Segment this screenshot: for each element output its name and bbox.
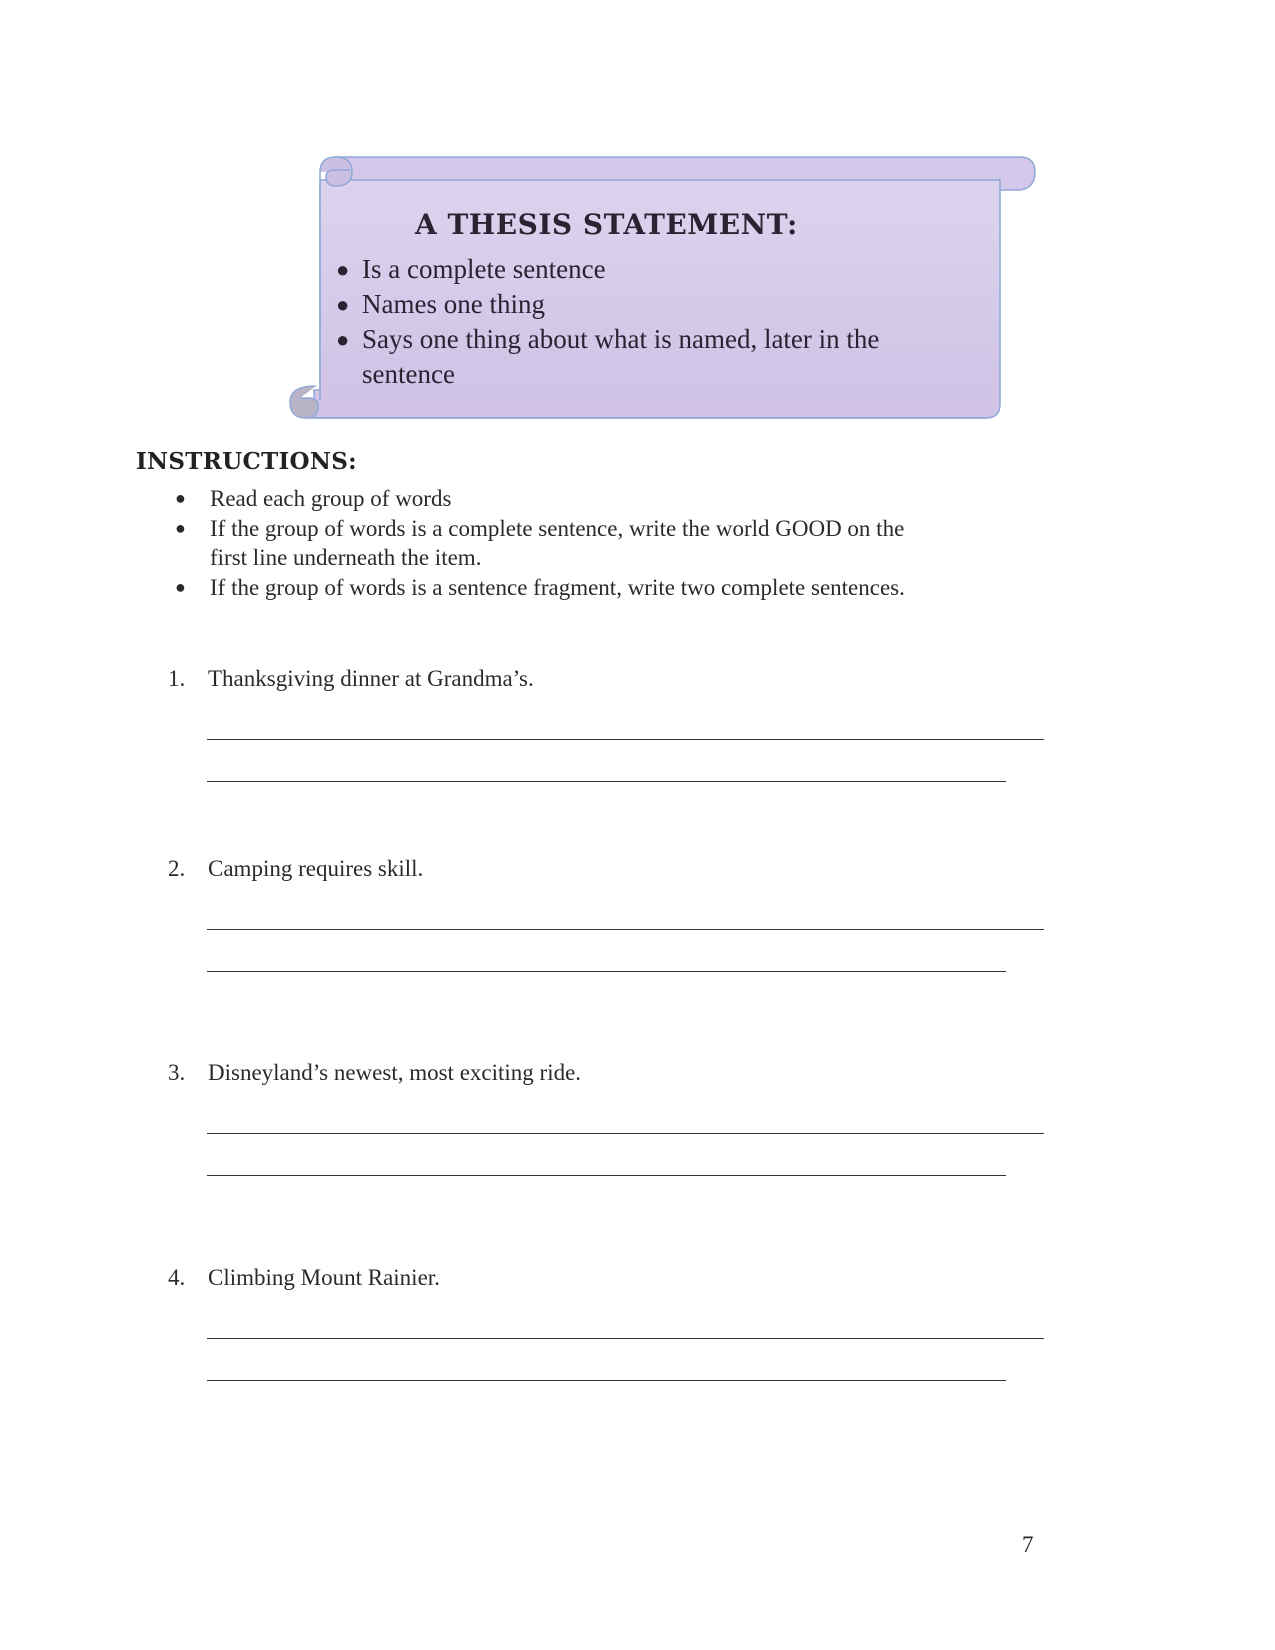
instruction-item	[170, 573, 930, 602]
thesis-bullet-text: Says one thing about what is named, later in the sentence	[362, 324, 880, 389]
thesis-box-title: A THESIS STATEMENT:	[415, 208, 798, 241]
thesis-bullet-text: Names one thing	[362, 289, 545, 319]
item-number: 3.	[168, 1060, 186, 1085]
answer-line[interactable]	[207, 929, 1044, 930]
answer-line[interactable]	[207, 739, 1044, 740]
instructions-heading: INSTRUCTIONS:	[136, 448, 357, 475]
answer-line[interactable]	[207, 781, 1006, 782]
thesis-bullet	[330, 322, 930, 392]
item-number: 2.	[168, 856, 186, 881]
answer-line[interactable]	[207, 1133, 1044, 1134]
item-prompt: Disneyland’s newest, most exciting ride.	[208, 1060, 582, 1085]
item-number: 1.	[168, 666, 186, 691]
item-prompt: Thanksgiving dinner at Grandma’s.	[208, 666, 534, 691]
instruction-item	[170, 484, 930, 513]
bullet-dot-icon: ●	[336, 292, 350, 317]
instructions-list	[170, 484, 930, 603]
bullet-dot-icon: ●	[336, 257, 350, 282]
instruction-text: Read each group of words	[210, 486, 452, 511]
instruction-text: If the group of words is a complete sentence, write the world GOOD on the first line underneath the item.	[210, 516, 905, 570]
answer-line[interactable]	[207, 1338, 1044, 1339]
bullet-dot-icon: ●	[336, 327, 350, 352]
item-number: 4.	[168, 1265, 186, 1290]
answer-line[interactable]	[207, 1380, 1006, 1381]
thesis-bullet	[330, 252, 930, 287]
answer-line[interactable]	[207, 1175, 1006, 1176]
bullet-dot-icon: ●	[175, 488, 186, 508]
item-prompt: Climbing Mount Rainier.	[208, 1265, 440, 1290]
instruction-text: If the group of words is a sentence fragment, write two complete sentences.	[210, 575, 905, 600]
bullet-dot-icon: ●	[175, 577, 186, 597]
thesis-bullet-text: Is a complete sentence	[362, 254, 606, 284]
item-prompt: Camping requires skill.	[208, 856, 424, 881]
bullet-dot-icon: ●	[175, 518, 186, 538]
thesis-scroll-banner	[0, 0, 1275, 440]
thesis-bullet	[330, 287, 930, 322]
answer-line[interactable]	[207, 971, 1006, 972]
instruction-item	[170, 514, 930, 572]
thesis-box-list	[330, 252, 930, 392]
page-number: 7	[1022, 1532, 1034, 1557]
